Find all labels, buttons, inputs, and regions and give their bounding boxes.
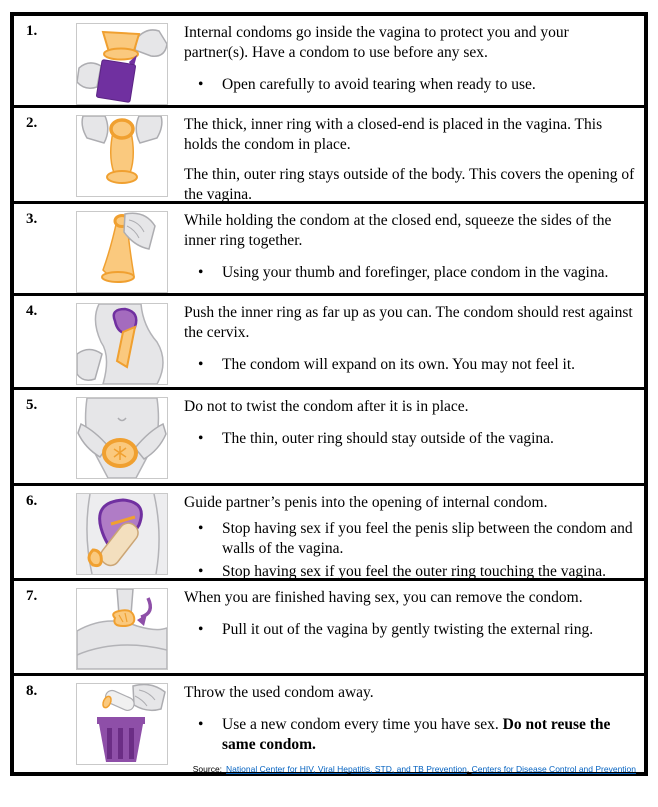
step-illustration-cell — [66, 204, 178, 293]
bullet-icon — [184, 620, 222, 640]
step-number: 4. — [26, 303, 38, 319]
step-text-cell — [178, 296, 644, 387]
step-paragraph: Throw the used condom away. — [184, 684, 374, 701]
source-separator: , — [466, 764, 472, 774]
step-number: 3. — [26, 211, 38, 227]
step-text-cell — [178, 390, 644, 483]
step-paragraph: Push the inner ring as far up as you can. The condom should rest against the cervix. — [184, 304, 633, 341]
step-number: 8. — [26, 683, 38, 699]
step-text-cell — [178, 204, 644, 293]
bullet-item: • Stop having sex if you feel the outer ring touching the vagina. — [184, 562, 636, 582]
step-text-cell — [178, 676, 644, 772]
step-number: 2. — [26, 115, 38, 131]
step-row-4 — [14, 296, 644, 390]
step-paragraph: While holding the condom at the closed end, squeeze the sides of the inner ring together. — [184, 212, 612, 249]
step-illustration-cell — [66, 676, 178, 772]
step-illustration-cell — [66, 486, 178, 578]
inner-ring-placement-illustration — [77, 116, 167, 196]
remove-condom-illustration — [77, 589, 167, 669]
bullet-item: • The condom will expand on its own. You may not feel it. — [184, 355, 636, 375]
step-number: 7. — [26, 588, 38, 604]
step-paragraph: When you are finished having sex, you can remove the condom. — [184, 589, 583, 606]
step-row-1 — [14, 16, 644, 108]
step-number: 5. — [26, 397, 38, 413]
step-illustration-frame — [76, 588, 168, 670]
source-line — [193, 755, 636, 779]
bullet-item: • The thin, outer ring should stay outside of the vagina. — [184, 429, 636, 449]
step-row-5 — [14, 390, 644, 486]
step-row-8 — [14, 676, 644, 772]
step-illustration-frame — [76, 303, 168, 385]
step-paragraph: The thick, inner ring with a closed-end is placed in the vagina. This holds the condom in place. — [184, 116, 603, 153]
step-illustration-frame — [76, 211, 168, 293]
bullet-item: • Stop having sex if you feel the penis slip between the condom and walls of the vagina. — [184, 519, 636, 559]
bullet-icon — [184, 519, 222, 559]
step-text-cell — [178, 581, 644, 673]
throw-away-illustration — [77, 684, 167, 764]
bullet-icon — [184, 715, 222, 755]
bullet-text: Use a new condom every time you have sex. — [222, 716, 503, 733]
bullet-item: • Pull it out of the vagina by gently twisting the external ring. — [184, 620, 636, 640]
squeeze-inner-ring-illustration — [77, 212, 167, 292]
step-illustration-cell — [66, 296, 178, 387]
instruction-table — [10, 12, 648, 776]
step-illustration-cell — [66, 390, 178, 483]
step-illustration-cell — [66, 581, 178, 673]
bullet-icon — [184, 263, 222, 283]
step-row-6 — [14, 486, 644, 581]
step-row-3 — [14, 204, 644, 296]
step-illustration-frame — [76, 23, 168, 105]
open-package-illustration — [77, 24, 167, 104]
bullet-icon — [184, 355, 222, 375]
step-text-cell — [178, 486, 644, 578]
guide-penis-illustration — [77, 494, 167, 574]
bullet-item: • Open carefully to avoid tearing when ready to use. — [184, 75, 636, 95]
step-paragraph: Guide partner’s penis into the opening of internal condom. — [184, 494, 548, 511]
bullet-icon — [184, 75, 222, 95]
step-number: 1. — [26, 23, 38, 39]
step-paragraph: Internal condoms go inside the vagina to protect you and your partner(s). Have a condom to use before any sex. — [184, 24, 569, 61]
bullet-icon — [184, 429, 222, 449]
bullet-icon — [184, 562, 222, 582]
bullet-item — [184, 715, 636, 755]
step-illustration-frame — [76, 115, 168, 197]
outer-ring-outside-illustration — [77, 398, 167, 478]
step-text-cell — [178, 16, 644, 105]
step-row-7 — [14, 581, 644, 676]
step-illustration-frame — [76, 397, 168, 479]
source-link-cdc[interactable]: Centers for Disease Control and Prevention — [471, 764, 636, 774]
bullet-text-bold: Do not reuse the same condom. — [222, 716, 611, 753]
step-illustration-frame — [76, 683, 168, 765]
step-illustration-cell — [66, 16, 178, 105]
bullet-item: • Using your thumb and forefinger, place condom in the vagina. — [184, 263, 636, 283]
source-link-nchhstp[interactable]: National Center for HIV, Viral Hepatitis, STD, and TB Prevention — [226, 764, 467, 774]
step-text-cell — [178, 108, 644, 201]
step-illustration-frame — [76, 493, 168, 575]
source-label: Source: — [192, 764, 223, 774]
push-inner-ring-illustration — [77, 304, 167, 384]
step-row-2 — [14, 108, 644, 204]
step-paragraph: Do not to twist the condom after it is in place. — [184, 398, 469, 415]
step-number: 6. — [26, 493, 38, 509]
step-illustration-cell — [66, 108, 178, 201]
step-paragraph: The thin, outer ring stays outside of the body. This covers the opening of the vagina. — [184, 166, 635, 203]
